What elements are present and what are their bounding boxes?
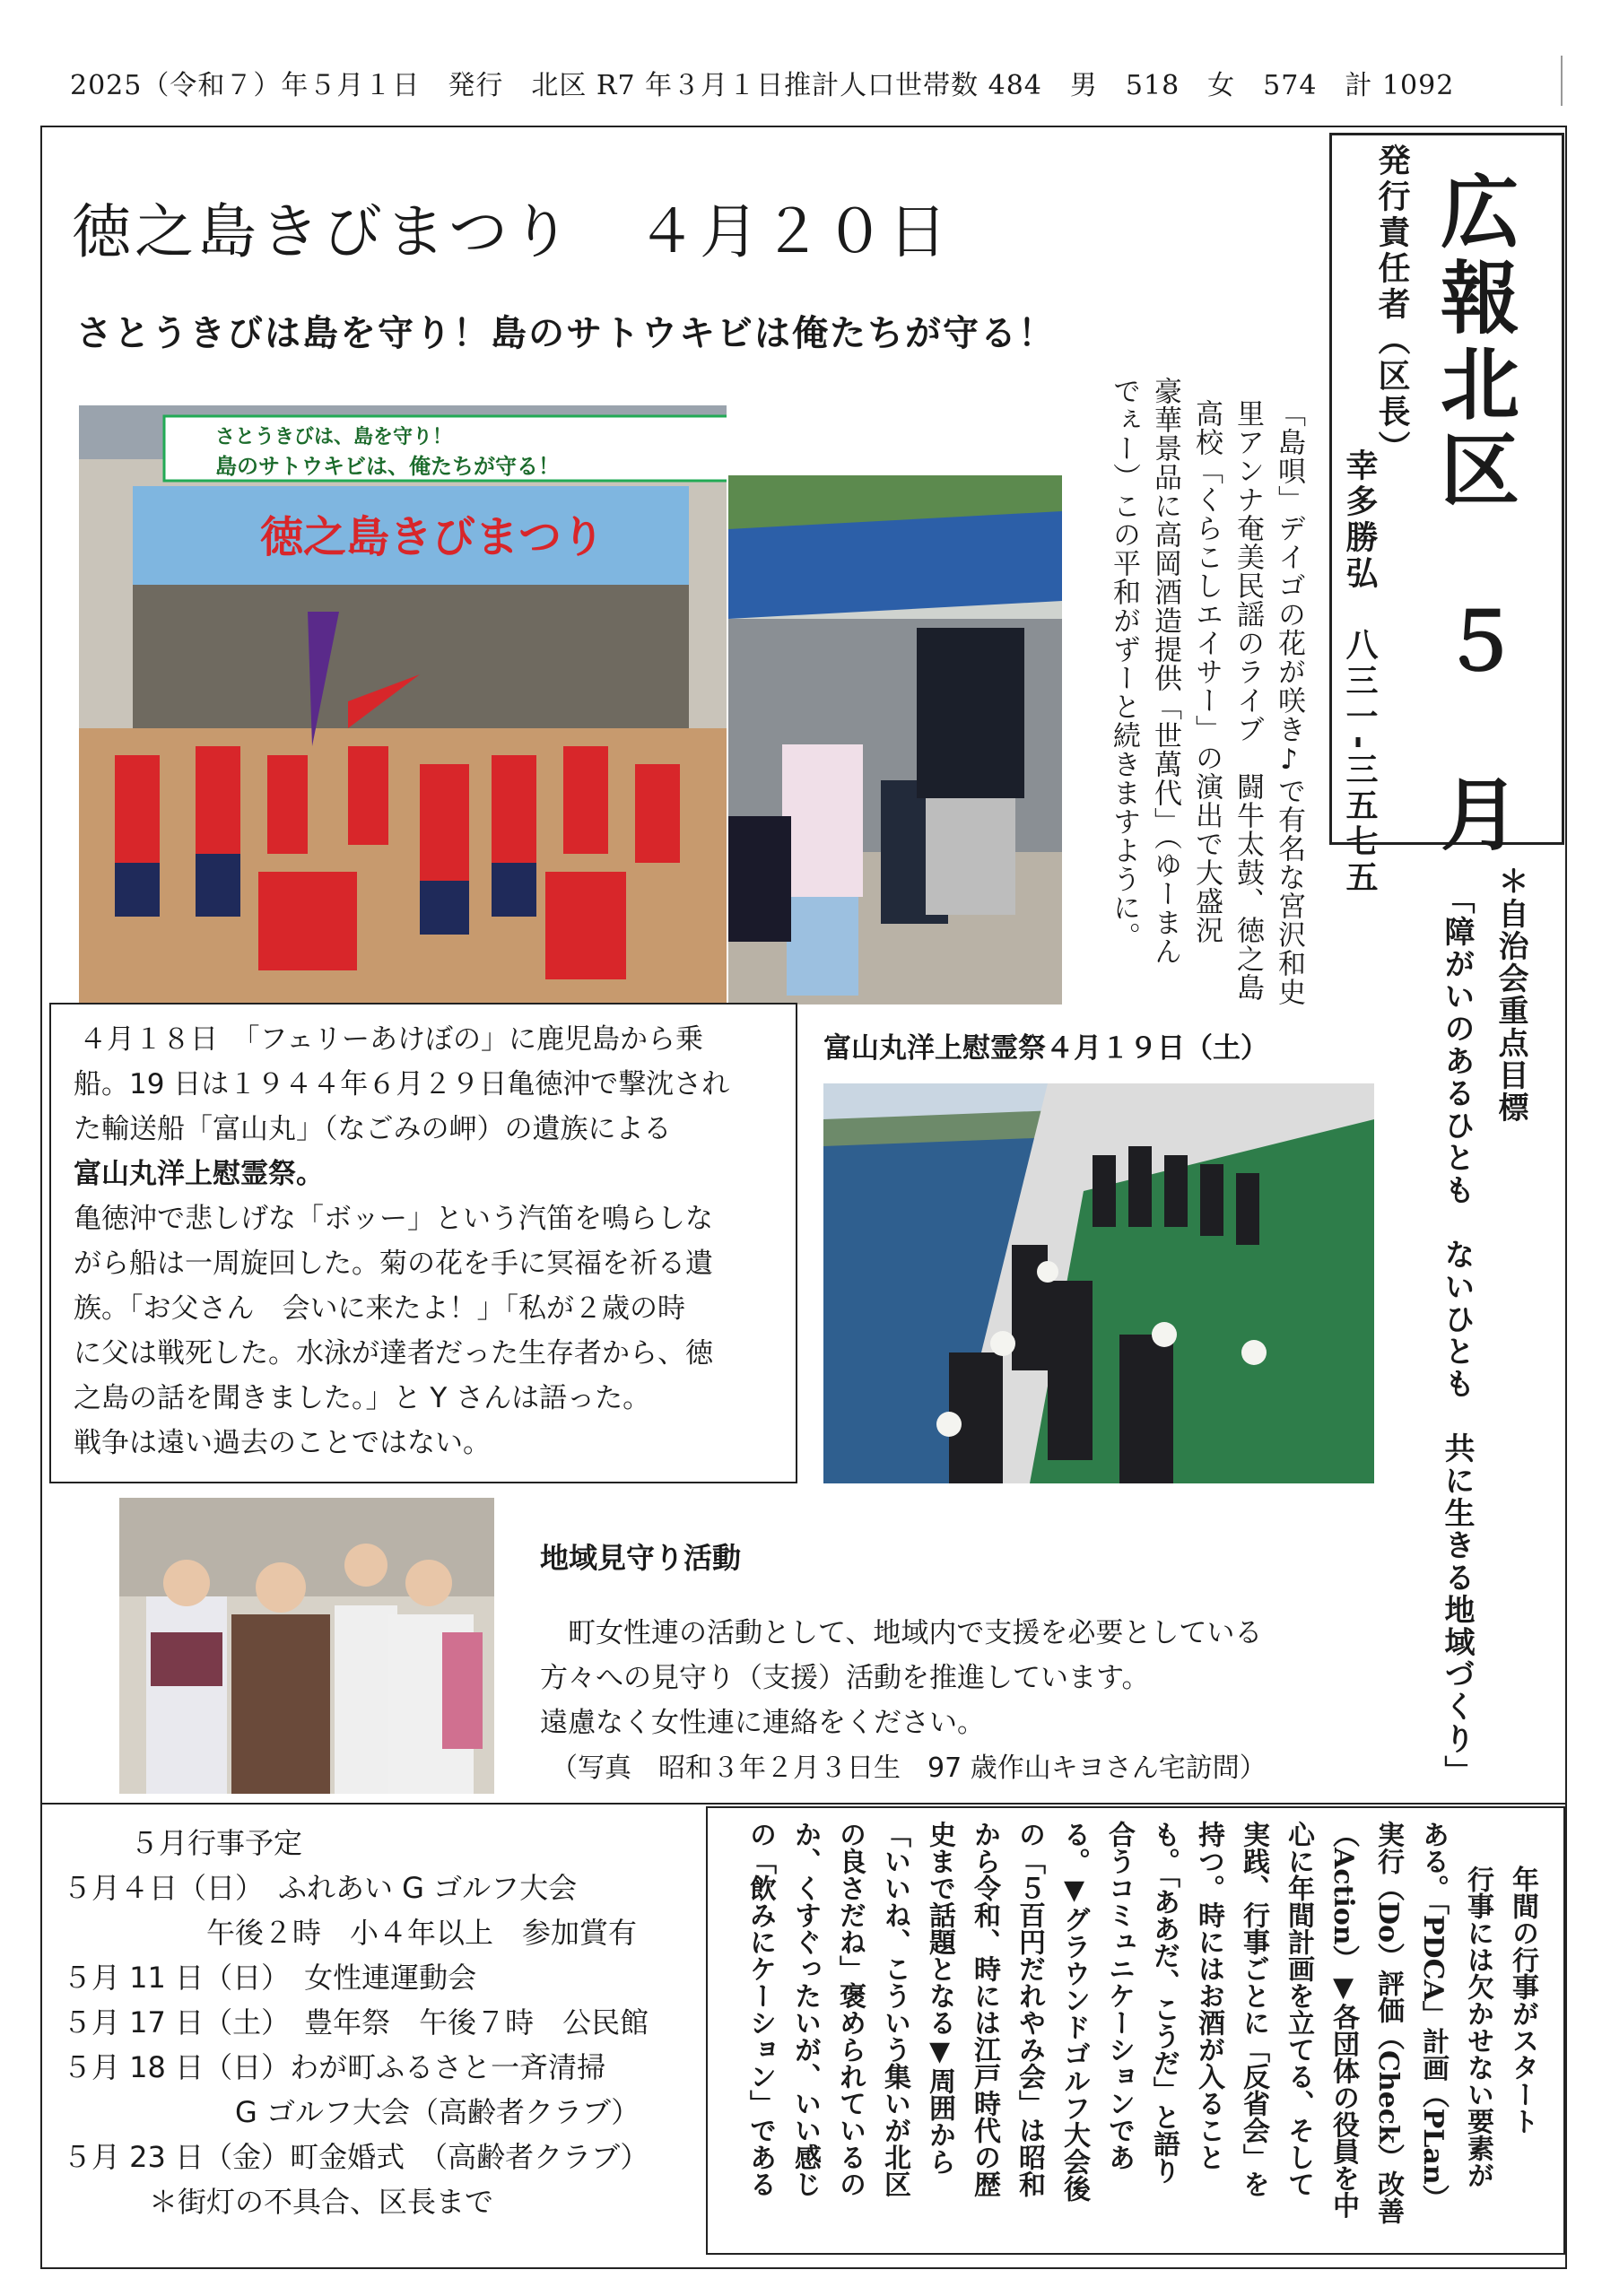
- memorial-line: 亀徳沖で悲しげな「ボッー」という汽笛を鳴らしな: [74, 1203, 713, 1235]
- schedule-item: 午後２時 小４年以上 参加賞有: [63, 1916, 638, 1950]
- schedule-heading: ５月行事予定: [130, 1826, 303, 1860]
- column-col: （Action）▼各団体の役員を中: [1328, 1821, 1359, 2219]
- issue-line: 2025（令和７）年５月１日 発行 北区 R7 年３月１日推計人口世帯数 484 男 518 女 574 計 1092: [70, 70, 1455, 101]
- sidebar-goal-heading: ＊自治会重点目標: [1493, 865, 1528, 1124]
- masthead-title: 広報北区 ５ 月: [1428, 170, 1520, 859]
- memorial-ship-photo: [823, 1083, 1374, 1483]
- bottom-section-rule: [42, 1803, 1565, 1805]
- schedule-item: ５月 11 日（日） 女性連運動会: [63, 1961, 477, 1995]
- festival-sign-text: 徳之島きびまつり: [260, 512, 605, 562]
- column-col: か、くすぐったいが、いい感じ: [789, 1821, 821, 2197]
- article1-col-2: 里アンナ奄美民謡のライブ 闘牛太鼓、徳之島: [1232, 399, 1264, 1002]
- memorial-line: た輸送船「富山丸」（なごみの岬）の遺族による: [74, 1113, 672, 1145]
- festival-stage-photo: [79, 405, 727, 1004]
- article1-subtitle: さとうきびは島を守り！島のサトウキビは俺たちが守る！: [76, 313, 1056, 354]
- column-col: から令和、時には江戸時代の歴: [969, 1821, 1000, 2197]
- column-col: の良さだね」褒められているの: [834, 1821, 866, 2197]
- article1-title: 徳之島きびまつり ４月２０日: [72, 197, 951, 266]
- festival-banner-line-2: 島のサトウキビは、俺たちが守る！: [215, 454, 560, 479]
- memorial-line: がら船は一周旋回した。菊の花を手に冥福を祈る遺: [74, 1248, 713, 1280]
- memorial-line: 族。「お父さん 会いに来たよ！」「私が２歳の時: [74, 1292, 685, 1325]
- column-col: 持つ。時にはお酒が入ること: [1193, 1821, 1224, 2170]
- schedule-item: ５月 18 日（日）わが町ふるさと一斉清掃: [63, 2050, 606, 2084]
- publisher-line-2: 幸多勝弘 八三一-三五七五: [1341, 448, 1378, 896]
- column-col: 行事には欠かせない要素が: [1462, 1866, 1493, 2188]
- column-col: 実践、行事ごとに「反省会」を: [1238, 1821, 1269, 2197]
- article1-col-3: 高校「くらこしエイサー」の演出で大盛況: [1190, 399, 1223, 944]
- column-col: 史まで話題となる▼周囲から: [924, 1821, 955, 2175]
- women-group-photo: [119, 1498, 494, 1794]
- article1-col-4: 豪華景品に高岡酒造提供「世萬代」（ゆーまん: [1149, 377, 1181, 966]
- article1-col-1: 「島唄」デイゴの花が咲き♪で有名な宮沢和史: [1273, 399, 1305, 1006]
- memorial-line: 之島の話を聞きました。」と Y さんは語った。: [74, 1382, 651, 1414]
- festival-tent-photo: [728, 475, 1062, 1004]
- memorial-line: ４月１８日 「フェリーあけぼの」に鹿児島から乗: [79, 1023, 703, 1056]
- watch-article-title: 地域見守り活動: [540, 1541, 742, 1575]
- column-col: の「飲みにケーション」である: [744, 1821, 776, 2197]
- schedule-item: G ゴルフ大会（高齢者クラブ）: [63, 2095, 640, 2129]
- header-rule: [1561, 56, 1563, 106]
- article1-col-5: でぇー）この平和がずーと続きますように。: [1108, 377, 1140, 951]
- memorial-line-emphasis: 富山丸洋上慰霊祭。: [74, 1158, 324, 1190]
- schedule-item: ５月４日（日） ふれあい G ゴルフ大会: [63, 1871, 578, 1905]
- column-col: ある。「PDCA」計画（PLan）: [1417, 1821, 1449, 2212]
- schedule-item: ５月 17 日（土） 豊年祭 午後７時 公民館: [63, 2005, 649, 2039]
- column-col: 実行（Do）評価（Check）改善: [1372, 1821, 1404, 2224]
- schedule-item: ５月 23 日（金）町金婚式 （高齢者クラブ）: [63, 2140, 649, 2174]
- memorial-line: 船。19 日は１９４４年６月２９日亀徳沖で撃沈され: [74, 1068, 730, 1100]
- memorial-line: 戦争は遠い過去のことではない。: [74, 1427, 491, 1459]
- watch-line: 遠慮なく女性連に連絡をください。: [540, 1707, 985, 1739]
- watch-line: 方々への見守り（支援）活動を推進しています。: [540, 1662, 1150, 1694]
- column-col: の「５百円だれやみ会」は昭和: [1014, 1821, 1045, 2197]
- column-col: 合うコミュニケーションであ: [1103, 1821, 1135, 2170]
- schedule-item: ＊街灯の不具合、区長まで: [63, 2185, 494, 2219]
- memorial-line: に父は戦死した。水泳が達者だった生存者から、徳: [74, 1337, 713, 1370]
- publisher-line-1: 発行責任者（区長）: [1373, 144, 1410, 466]
- column-col: 「いいね、こういう集いが北区: [879, 1821, 910, 2197]
- watch-photo-note: （写真 昭和３年２月３日生 97 歳作山キヨさん宅訪問）: [551, 1752, 1267, 1784]
- memorial-photo-caption: 富山丸洋上慰霊祭４月１９日（土）: [823, 1032, 1268, 1065]
- festival-banner-line-1: さとうきびは、島を守り！: [215, 426, 453, 448]
- column-col: 年間の行事がスタート: [1507, 1866, 1538, 2135]
- column-col: 心に年間計画を立てる、そして: [1283, 1821, 1314, 2197]
- column-col: る。▼グラウンドゴルフ大会後: [1058, 1821, 1090, 2202]
- watch-line: 町女性連の活動として、地域内で支援を必要としている: [540, 1617, 1263, 1649]
- sidebar-goal-text: 「障がいのあるひとも ないひとも 共に生きる地域づくり」: [1439, 883, 1475, 1787]
- column-col: も。「ああだ、こうだ」と語り: [1148, 1821, 1180, 2184]
